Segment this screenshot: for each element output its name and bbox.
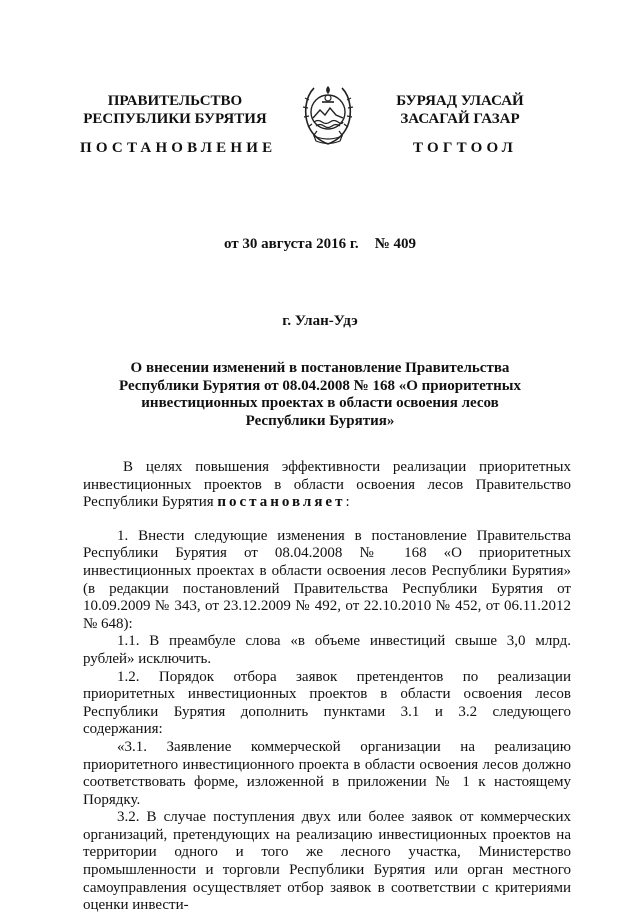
date-number-line <box>0 236 640 253</box>
intro-decree-word: постановляет <box>217 494 346 511</box>
document-body <box>83 459 571 915</box>
header-left <box>60 92 290 128</box>
paragraph-3-1: «3.1. Заявление коммерческой организации на реализацию приоритетного инвестиционного проекта в области освоения лесов должно соответствовать форме, изложенной в приложении № 1 к настоящему Порядку. <box>83 738 571 808</box>
intro-end: : <box>345 494 350 511</box>
intro-text: В целях повышения эффективности реализации приоритетных инвестиционных проектов в области освоения лесов Правительство Республики Бурятия <box>83 459 571 511</box>
city: г. Улан-Удэ <box>282 313 358 329</box>
document-number: № 409 <box>374 236 417 252</box>
document-date: от 30 августа 2016 г. <box>223 236 359 252</box>
header-right-line1: БУРЯАД УЛАСАЙ <box>396 93 524 109</box>
document-title <box>95 360 545 430</box>
title-line: инвестиционных проектах в области освоения лесов <box>141 395 499 411</box>
header-left-line2: РЕСПУБЛИКИ БУРЯТИЯ <box>83 111 267 127</box>
title-line: Республики Бурятия от 08.04.2008 № 168 «О приоритетных <box>118 377 522 394</box>
doc-type-right: ТОГТООЛ <box>413 140 517 156</box>
paragraph-1-2: 1.2. Порядок отбора заявок претендентов по реализации приоритетных инвестиционных проектов в области освоения лесов Республики Бурятия дополнить пунктами 3.1 и 3.2 следующего содержания: <box>83 668 571 738</box>
title-line: Республики Бурятия» <box>245 412 395 429</box>
paragraph-1-1: 1.1. В преамбуле слова «в объеме инвестиций свыше 3,0 млрд. рублей» исключить. <box>83 633 571 667</box>
header-left-line1: ПРАВИТЕЛЬСТВО <box>107 93 243 109</box>
paragraph-1: 1. Внести следующие изменения в постановление Правительства Республики Бурятия от 08.04.2008 № 168 «О приоритетных инвестиционных проектах в области освоения лесов Республики Бурятия» (в редакции постановлений Правительства Республики Бурятия от 10.09.2009 № 343, от 23.12.2009 № 492, от 22.10.2010 № 452, от 06.11.2012 № 648): <box>83 527 571 632</box>
paragraph-3-2: 3.2. В случае поступления двух или более заявок от коммерческих организаций, претендующих на реализацию инвестиционных проектов на территории одного и того же лесного участка, Министерство промышленности и торговли Республики Бурятия или орган местного самоуправления осуществляет отбор заявок в соответствии с критериями оценки инвести- <box>83 809 571 914</box>
header-right <box>360 92 560 128</box>
doc-type-left: ПОСТАНОВЛЕНИЕ <box>80 140 277 156</box>
header-right-line2: ЗАСАГАЙ ГАЗАР <box>400 111 520 127</box>
coat-of-arms-icon <box>300 78 356 148</box>
intro-paragraph <box>83 459 571 512</box>
title-line: О внесении изменений в постановление Правительства <box>130 360 510 376</box>
